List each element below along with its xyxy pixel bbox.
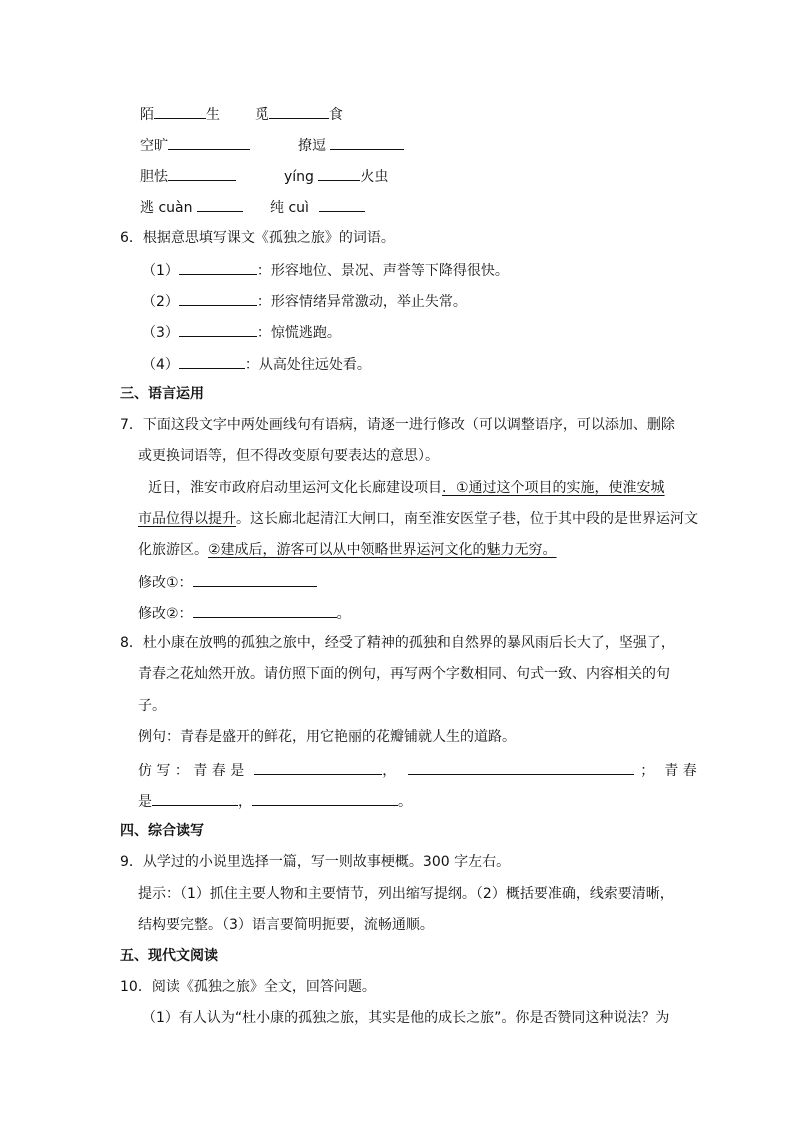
vocab-pinyin: 纯 cuì [270,200,309,216]
vocab-word: 空旷 [140,138,168,154]
vocab-row-4 [140,197,243,217]
vocab-pinyin: 逃 cuàn [140,200,193,216]
q7-fix-1: 修改①： [138,572,317,592]
q7-passage-line-3: 化旅游区。②建成后，游客可以从中领略世界运河文化的魅力无穷。 [138,542,557,558]
answer-blank[interactable] [152,791,238,806]
question-7-line-2: 或更换词语等，但不得改变原句要表达的意思）。 [138,448,439,464]
answer-blank[interactable] [179,322,257,337]
answer-blank[interactable] [168,135,250,150]
answer-blank[interactable] [179,260,257,275]
vocab-row-4b [270,197,365,217]
pinyin: yíng [284,169,314,185]
vocab-char: 生 [206,107,220,123]
question-10-line-2: （1）有人认为“杜小康的孤独之旅，其实是他的成长之旅”。你是否赞同这种说法？为 [142,1010,670,1026]
vocab-word: 胆怯 [140,169,168,185]
q8-imitation-line-2: 是 ， 。 [138,791,412,811]
section-4-heading: 四、综合读写 [120,823,204,839]
vocab-word: 撩逗 [298,138,326,154]
answer-blank[interactable] [193,603,337,618]
underlined-sentence-2: ②建成后，游客可以从中领略世界运河文化的魅力无穷。 [208,542,557,558]
answer-blank[interactable] [168,166,236,181]
answer-blank[interactable] [179,354,245,369]
q6-item-1: （1） ：形容地位、景况、声誉等下降得很快。 [142,260,509,280]
answer-blank[interactable] [193,572,317,587]
vocab-char: 觅 [254,107,269,123]
question-8-line-1: 8．杜小康在放鸭的孤独之旅中，经受了精神的孤独和自然界的暴风雨后长大了，坚强了， [120,635,675,651]
question-8-line-3: 子。 [138,698,166,714]
question-9-line-1: 9．从学过的小说里选择一篇，写一则故事梗概。300 字左右。 [120,854,511,870]
answer-blank[interactable] [252,791,398,806]
q6-item-4: （4） ：从高处往远处看。 [142,354,371,374]
question-7-line-1: 7．下面这段文字中两处画线句有语病，请逐一进行修改（可以调整语序，可以添加、删除 [120,417,675,433]
underlined-sentence-1: ．①通过这个项目的实施，使淮安城 [442,480,665,496]
underlined-sentence-1-cont: 市品位得以提升 [138,511,236,527]
vocab-row-1 [140,104,343,124]
question-9-line-2: 提示：（1）抓住主要人物和主要情节，列出缩写提纲。（2）概括要准确，线索要清晰， [138,886,674,902]
answer-blank[interactable] [319,197,365,212]
section-3-heading: 三、语言运用 [120,386,204,402]
answer-blank[interactable] [254,760,382,775]
vocab-row-2 [140,135,250,155]
question-6-title: 6．根据意思填写课文《孤独之旅》的词语。 [120,230,395,246]
vocab-char: 陌 [140,107,154,123]
answer-blank[interactable] [154,104,206,119]
answer-blank[interactable] [330,135,404,150]
answer-blank[interactable] [408,760,634,775]
q6-item-2: （2） ：形容情绪异常激动，举止失常。 [142,291,467,311]
q7-fix-2: 修改②： 。 [138,603,351,623]
answer-blank[interactable] [179,291,257,306]
vocab-row-3 [140,166,236,186]
q8-example: 例句：青春是盛开的鲜花，用它艳丽的花瓣铺就人生的道路。 [138,729,516,745]
section-5-heading: 五、现代文阅读 [120,948,218,964]
q8-imitation-line: 仿 写 ： 青 春 是 ， ； 青 春 [138,760,697,780]
question-10-line-1: 10．阅读《孤独之旅》全文，回答问题。 [120,979,376,995]
q6-item-3: （3） ：惊慌逃跑。 [142,322,341,342]
question-8-line-2: 青春之花灿然开放。请仿照下面的例句，再写两个字数相同、句式一致、内容相关的句 [138,666,670,682]
vocab-char: 食 [328,107,343,123]
vocab-row-2b [298,135,404,155]
q7-passage-line-2: 市品位得以提升。这长廊北起清江大闸口，南至淮安医堂子巷，位于其中段的是世界运河文 [138,511,698,527]
answer-blank[interactable] [318,166,360,181]
answer-blank[interactable] [197,197,243,212]
answer-blank[interactable] [269,104,329,119]
q7-passage-line-1: 近日，淮安市政府启动里运河文化长廊建设项目．①通过这个项目的实施，使淮安城 [148,480,665,496]
vocab-word: 火虫 [360,169,389,185]
vocab-row-3b [284,166,388,186]
question-9-line-3: 结构要完整。（3）语言要简明扼要，流畅通顺。 [138,917,434,933]
